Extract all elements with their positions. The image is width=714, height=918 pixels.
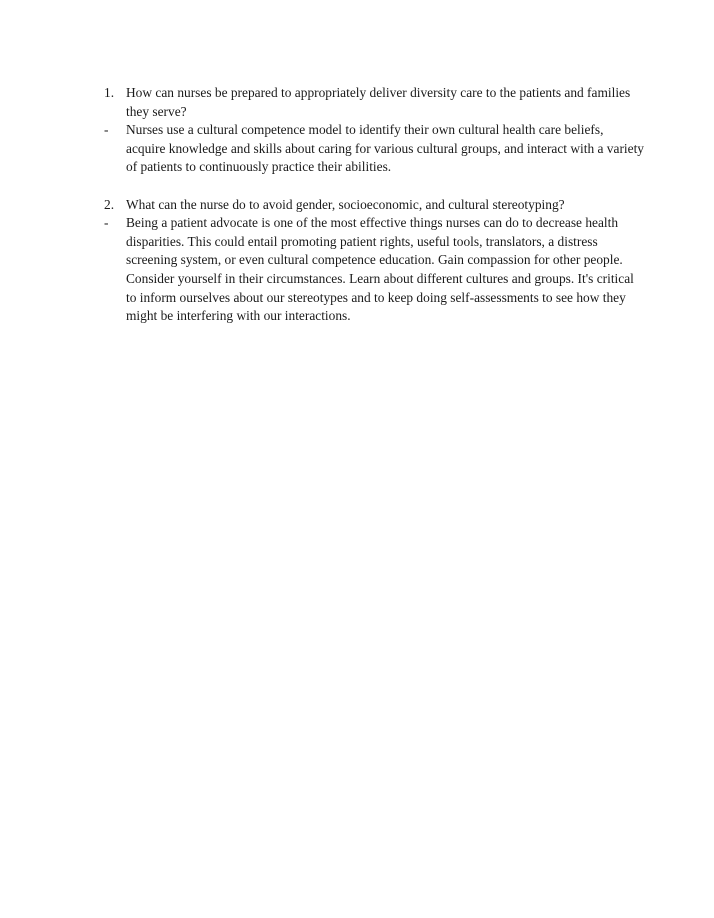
document-body	[104, 84, 644, 326]
answer-text: Being a patient advocate is one of the most effective things nurses can do to decrease health disparities. This could entail promoting patient rights, useful tools, translators, a distress screening system, or even cultural competence education. Gain compassion for other people. Consider yourself in their circumstances. Learn about different cultures and groups. It's critical to inform ourselves about our stereotypes and to keep doing self-assessments to see how they might be interfering with our interactions.	[126, 215, 634, 324]
list-number: 1.	[104, 85, 115, 100]
paragraph-spacer	[104, 177, 644, 196]
question-text: What can the nurse do to avoid gender, socioeconomic, and cultural stereotyping?	[126, 196, 565, 212]
question-text: How can nurses be prepared to appropriately deliver diversity care to the patients and families they serve?	[126, 85, 631, 119]
question-item-1	[104, 84, 644, 121]
answer-item-2	[104, 214, 644, 326]
list-dash: -	[104, 122, 109, 138]
list-dash: -	[104, 215, 109, 231]
answer-text: Nurses use a cultural competence model to identify their own cultural health care beliefs, acquire knowledge and skills about caring for various cultural groups, and interact with a variety of patients to continuously practice their abilities.	[126, 122, 644, 175]
question-item-2	[104, 196, 644, 215]
answer-item-1	[104, 121, 644, 177]
list-number: 2.	[104, 196, 115, 212]
